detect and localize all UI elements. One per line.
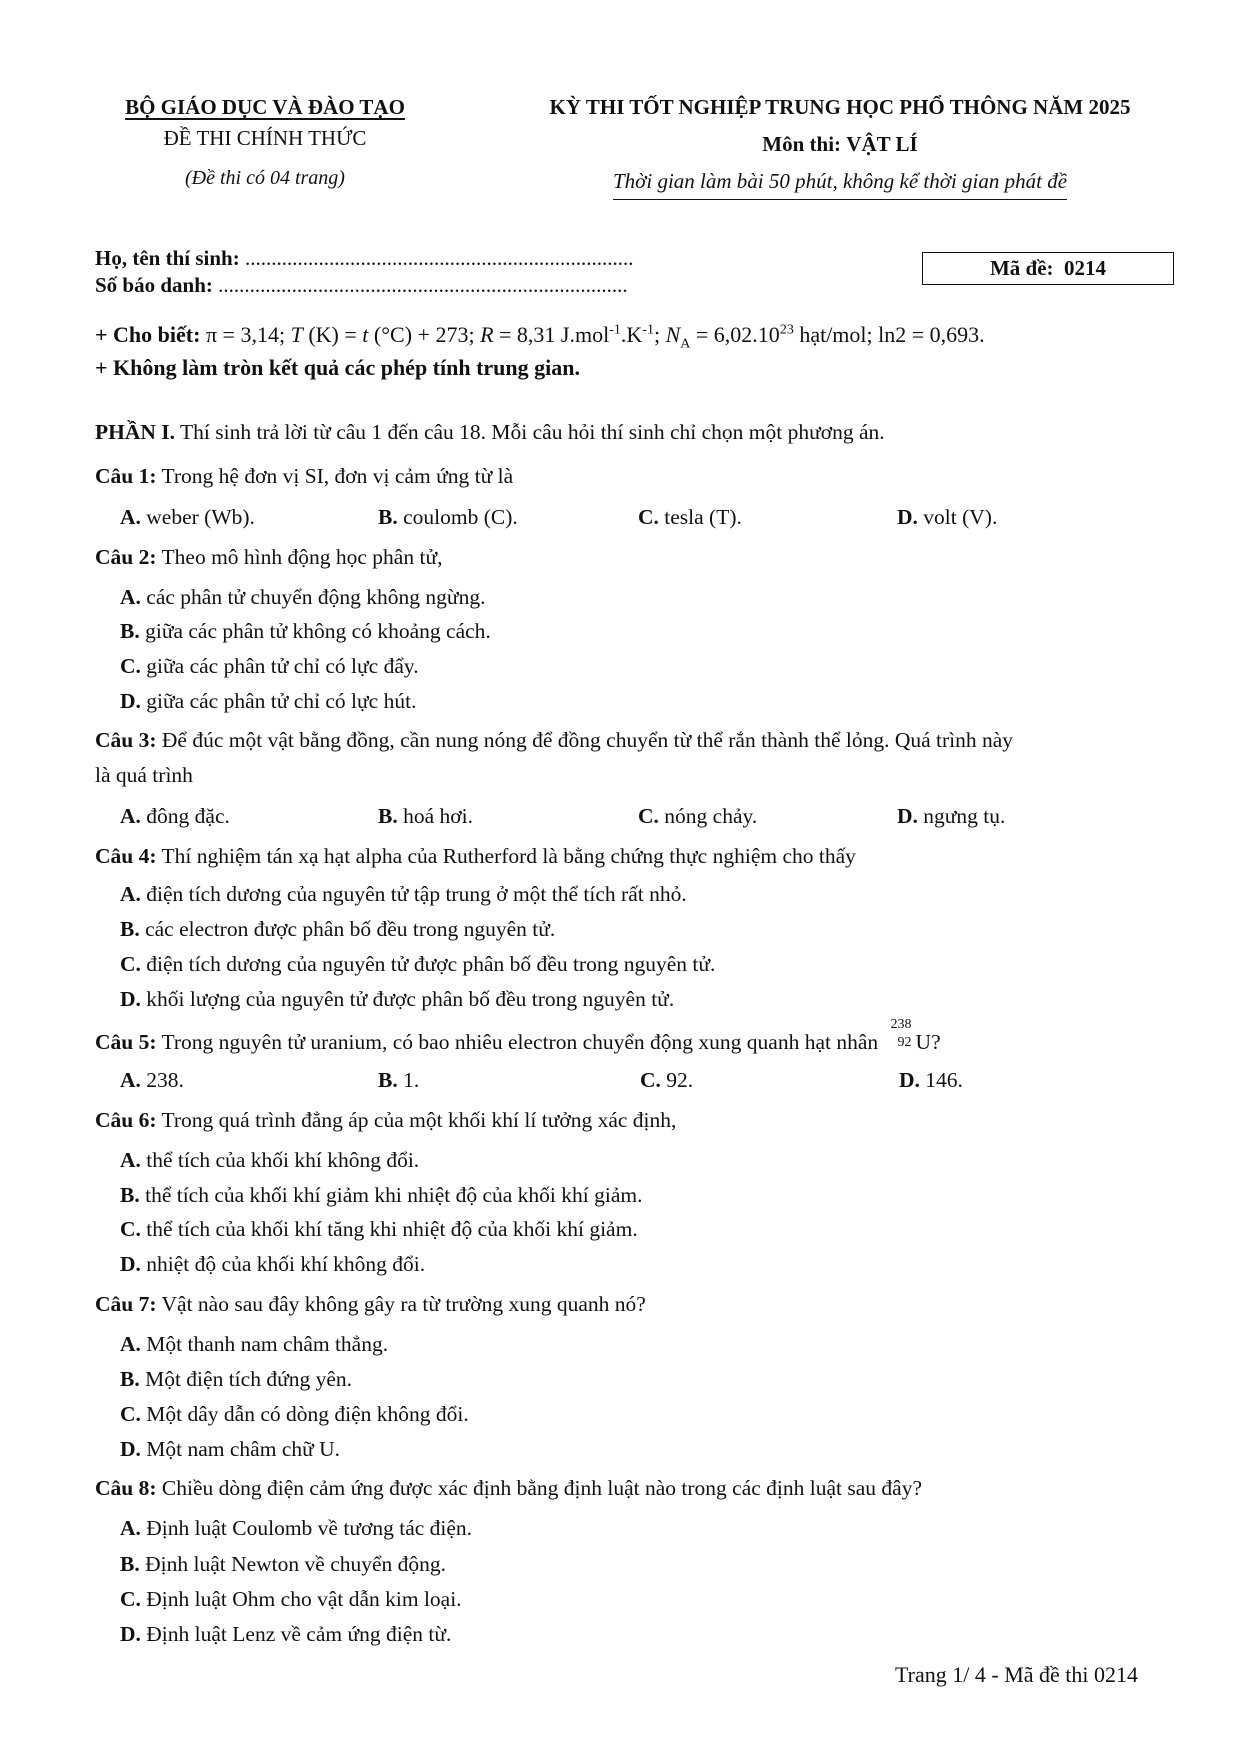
q4-option-b: B. các electron được phân bố đều trong nguyên tử. [120,917,556,941]
question-8 [95,1476,922,1501]
q3-option-a: A. đông đặc. [120,804,230,828]
question-text: Thí nghiệm tán xạ hạt alpha của Rutherford là bằng chứng thực nghiệm cho thấy [156,844,856,868]
q7-option-d: D. Một nam châm chữ U. [120,1437,341,1461]
q8-option-d: D. Định luật Lenz về cảm ứng điện từ. [120,1622,452,1646]
q4-option-c: C. điện tích dương của nguyên tử được phân bố đều trong nguyên tử. [120,952,716,976]
given-NA-value: = 6,02.10 [690,322,780,347]
given-R: R [480,322,494,347]
question-text: Vật nào sau đây không gây ra từ trường xung quanh nó? [156,1292,646,1316]
given-N: N [665,322,681,347]
question-text: Theo mô hình động học phân tử, [156,545,443,569]
time-note-text: Thời gian làm bài 50 phút, không kể thời gian phát đề [613,169,1067,200]
question-label: Câu 7: [95,1292,157,1316]
q3-option-b: B. hoá hơi. [378,804,473,828]
exam-code-box [922,252,1174,285]
given-label: + Cho biết: [95,322,201,347]
question-6 [95,1108,676,1133]
q4-option-a: A. điện tích dương của nguyên tử tập trung ở một thể tích rất nhỏ. [120,882,687,906]
q4-option-d: D. khối lượng của nguyên tử được phân bố đều trong nguyên tử. [120,987,675,1011]
candidate-id-dots: .............................................................................. [218,273,628,297]
q5-option-d: D. 146. [899,1068,963,1092]
ministry-name: BỘ GIÁO DỤC VÀ ĐÀO TẠO [125,95,405,119]
question-text: Để đúc một vật bằng đồng, cần nung nóng để đồng chuyển từ thể rắn thành thể lỏng. Quá trình này [156,728,1014,752]
given-pi: π = 3,14; [200,322,291,347]
exam-code-label: Mã đề: [989,256,1054,280]
question-3 [95,728,1013,753]
q8-option-a: A. Định luật Coulomb về tương tác điện. [120,1516,473,1540]
official-label: ĐỀ THI CHÍNH THỨC [163,126,367,150]
q6-option-b: B. thể tích của khối khí giảm khi nhiệt độ của khối khí giảm. [120,1183,643,1207]
q6-option-a: A. thể tích của khối khí không đổi. [120,1148,420,1172]
candidate-name-dots: .......................................................................... [244,246,634,270]
given-C: (°C) + 273; [368,322,481,347]
subject-line [480,132,1200,157]
q1-option-a: A. weber (Wb). [120,505,255,529]
candidate-name-label: Họ, tên thí sinh: [95,246,240,270]
q3-option-d: D. ngưng tụ. [897,804,1006,828]
q7-option-a: A. Một thanh nam châm thẳng. [120,1332,389,1356]
question-label: Câu 5: [95,1030,157,1054]
page-footer: Trang 1/ 4 - Mã đề thi 0214 [895,1662,1139,1687]
q1-option-b: B. coulomb (C). [378,505,518,529]
question-2 [95,545,442,570]
given-R-value: = 8,31 J.mol [493,322,610,347]
q8-option-c: C. Định luật Ohm cho vật dẫn kim loại. [120,1587,462,1611]
time-note [480,169,1200,194]
header-left [95,95,435,190]
question-label: Câu 3: [95,728,157,752]
given-ln2: hạt/mol; ln2 = 0,693. [793,322,985,347]
question-4 [95,844,856,869]
given-K-unit: .K [620,322,643,347]
no-rounding-note: + Không làm tròn kết quả các phép tính trung gian. [95,355,580,380]
q7-option-c: C. Một dây dẫn có dòng điện không đổi. [120,1402,469,1426]
section-heading [95,420,885,445]
q5-option-b: B. 1. [378,1068,420,1092]
nuclide-atomic-number: 92 [897,1035,912,1050]
q7-option-b: B. Một điện tích đứng yên. [120,1367,353,1391]
q6-option-c: C. thể tích của khối khí tăng khi nhiệt độ của khối khí giảm. [120,1217,638,1241]
question-label: Câu 6: [95,1108,157,1132]
q8-option-b: B. Định luật Newton về chuyển động. [120,1552,447,1576]
question-text: Trong quá trình đẳng áp của một khối khí lí tưởng xác định, [156,1108,677,1132]
q1-option-c: C. tesla (T). [638,505,742,529]
question-label: Câu 4: [95,844,157,868]
nuclide-symbol: U [915,1030,932,1054]
question-text: Trong hệ đơn vị SI, đơn vị cảm ứng từ là [156,464,514,488]
candidate-id-label: Số báo danh: [95,273,213,297]
q3-option-c: C. nóng chảy. [638,804,758,828]
question-7 [95,1292,646,1317]
pages-note: (Đề thi có 04 trang) [185,167,345,189]
uranium-nuclide [884,1017,916,1050]
q2-option-c: C. giữa các phân tử chỉ có lực đẩy. [120,654,419,678]
candidate-id-line [95,273,628,298]
question-label: Câu 8: [95,1476,157,1500]
q6-option-d: D. nhiệt độ của khối khí không đổi. [120,1252,426,1276]
section-label: PHẦN I. [95,420,176,444]
question-text: Trong nguyên tử uranium, có bao nhiêu electron chuyển động xung quanh hạt nhân [156,1030,884,1054]
given-constants [95,322,985,352]
given-K-exp: -1 [642,322,654,338]
exam-code: 0214 [1064,256,1107,280]
given-T: T [290,322,303,347]
question-1 [95,464,513,489]
question-mark: ? [931,1030,941,1054]
header-right [480,95,1200,194]
given-mol-exp: -1 [609,322,621,338]
q5-option-c: C. 92. [640,1068,694,1092]
question-label: Câu 2: [95,545,157,569]
question-text: Chiều dòng điện cảm ứng được xác định bằng định luật nào trong các định luật sau đây? [156,1476,923,1500]
q2-option-d: D. giữa các phân tử chỉ có lực hút. [120,689,417,713]
q2-option-b: B. giữa các phân tử không có khoảng cách. [120,619,491,643]
given-K: (K) = [302,322,363,347]
question-3-cont: là quá trình [95,763,193,787]
given-t: t [362,322,369,347]
section-text: Thí sinh trả lời từ câu 1 đến câu 18. Mỗi câu hỏi thí sinh chỉ chọn một phương án. [175,420,885,444]
given-NA-exp: 23 [779,322,794,338]
q5-option-a: A. 238. [120,1068,184,1092]
subject-name: VẬT LÍ [846,132,918,156]
q2-option-a: A. các phân tử chuyển động không ngừng. [120,585,486,609]
subject-label: Môn thi: [762,132,842,156]
nuclide-mass: 238 [890,1017,912,1032]
question-5 [95,1017,941,1055]
candidate-name-line [95,246,633,271]
given-sep: ; [653,322,666,347]
q1-option-d: D. volt (V). [897,505,998,529]
given-N-sub: A [680,336,691,352]
question-label: Câu 1: [95,464,157,488]
exam-title: KỲ THI TỐT NGHIỆP TRUNG HỌC PHỔ THÔNG NĂM 2025 [549,95,1131,119]
